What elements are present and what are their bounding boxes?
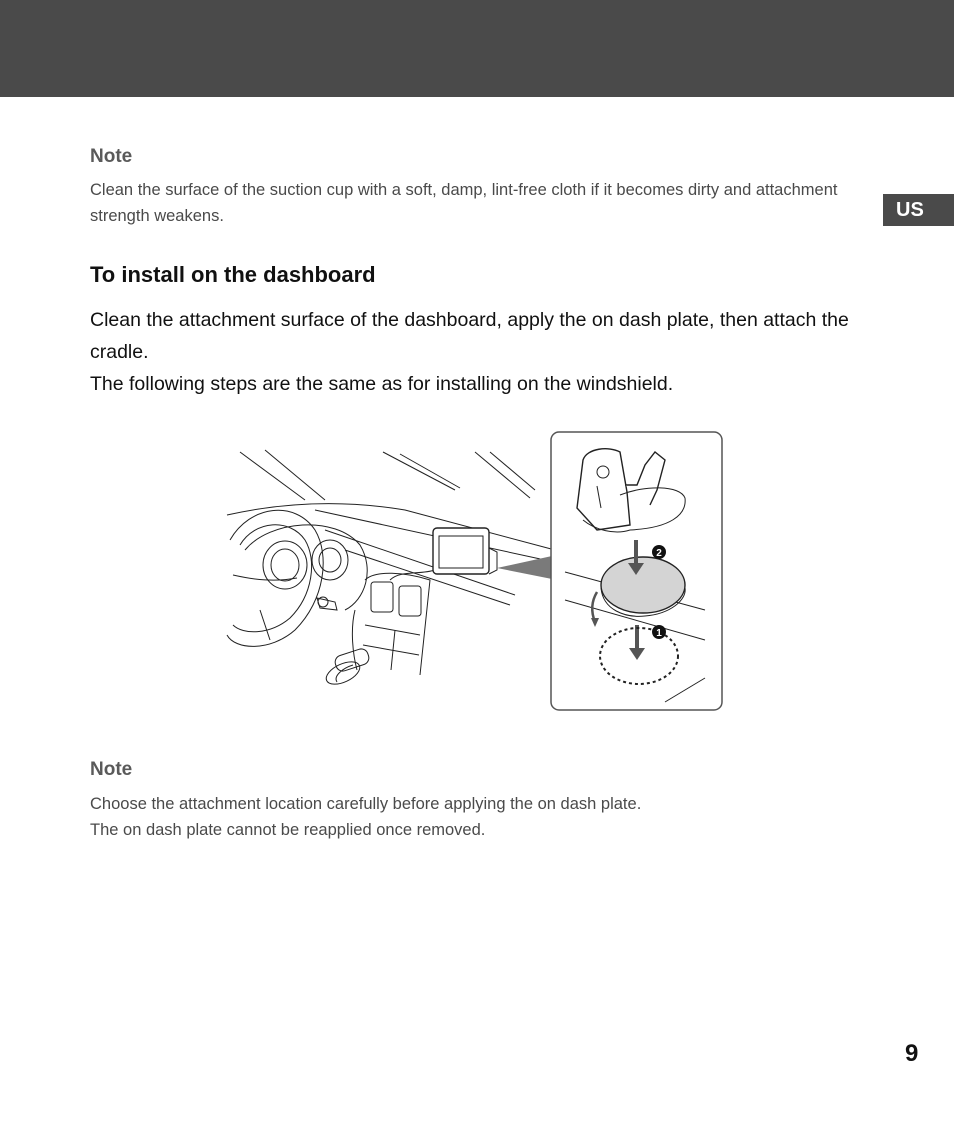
note-heading: Note: [90, 146, 133, 167]
callout-pointer: [497, 556, 552, 579]
note-text: Clean the surface of the suction cup with a soft, damp, lint-free cloth if it becomes dirty and attachment strength weakens.: [90, 181, 838, 225]
step-1-marker: [652, 625, 666, 639]
section-title: To install on the dashboard: [90, 262, 376, 287]
body-paragraph: Clean the attachment surface of the dashboard, apply the on dash plate, then attach the cradle.: [90, 309, 849, 363]
step-2-marker: [652, 545, 666, 559]
note-text-line: Choose the attachment location carefully before applying the on dash plate.: [90, 795, 642, 813]
page-number: 9: [905, 1040, 919, 1067]
body-paragraph: The following steps are the same as for installing on the windshield.: [90, 373, 674, 395]
step-1-label: 1: [656, 628, 662, 639]
note-text-line: The on dash plate cannot be reapplied once removed.: [90, 821, 486, 839]
note-heading: Note: [90, 759, 133, 780]
language-tab: US: [883, 194, 954, 226]
step-2-label: 2: [656, 548, 662, 559]
installation-illustration: [225, 430, 725, 714]
header-band: [0, 0, 954, 97]
